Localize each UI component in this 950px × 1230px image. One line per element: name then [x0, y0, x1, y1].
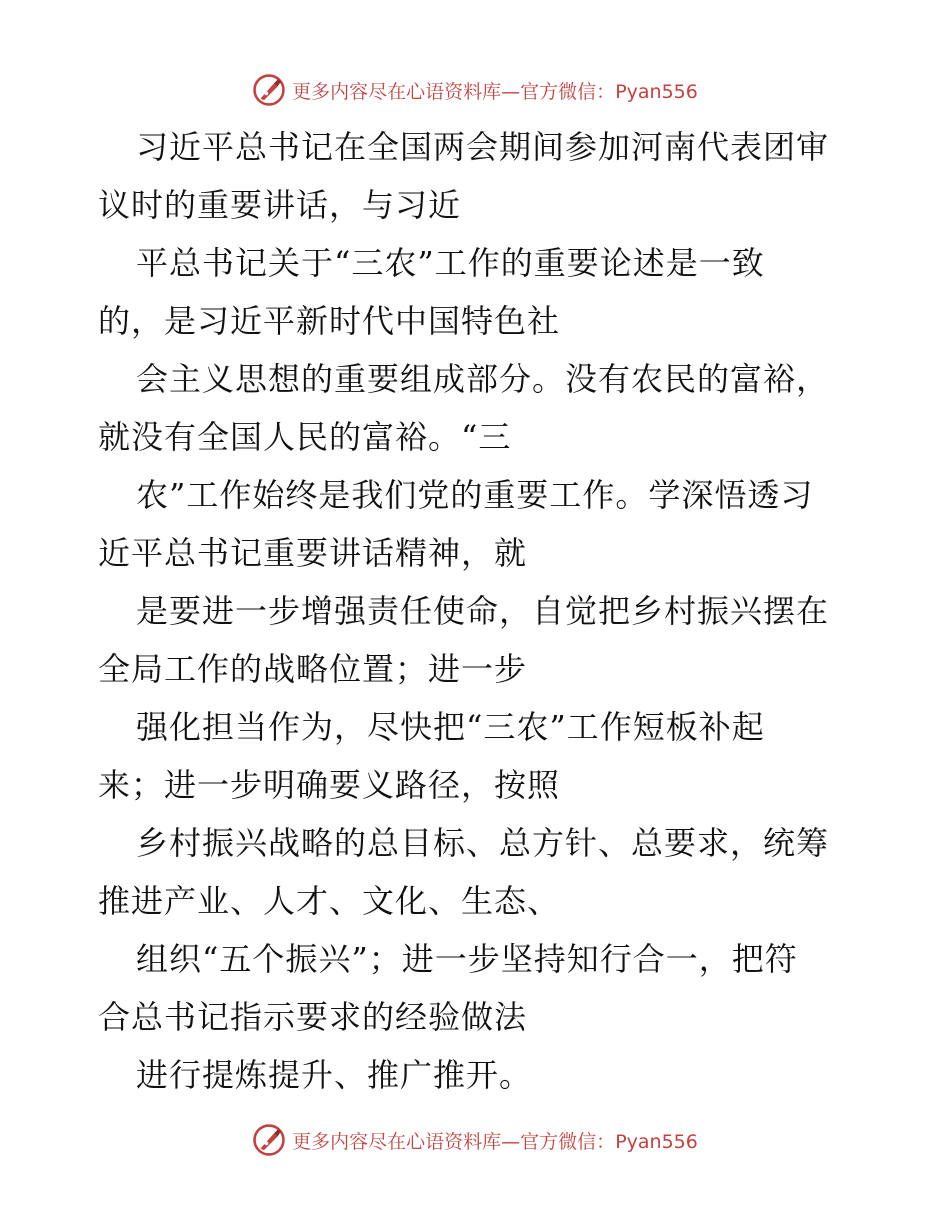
- paragraph: [98, 350, 858, 466]
- paragraph-line-indented: 进行提炼提升、推广推开。: [136, 1056, 533, 1094]
- footer-site-text: 更多内容尽在心语资料库: [292, 1130, 502, 1153]
- paragraph-line-indented: 强化担当作为，尽快把“三农”工作短板补起: [136, 708, 765, 746]
- footer-wechat-id: Pyan556: [615, 1130, 698, 1153]
- header-wechat-label: 官方微信：: [520, 80, 616, 103]
- footer-brand: [252, 1123, 698, 1157]
- paragraph-line: 议时的重要讲话，与习近: [98, 186, 462, 224]
- paragraph-line: 就没有全国人民的富裕。“三: [98, 418, 512, 456]
- header-separator: —: [501, 80, 521, 103]
- header-brand-text: [292, 77, 698, 104]
- paragraph: [98, 118, 858, 234]
- quill-pen-logo-icon: [252, 73, 286, 107]
- paragraph-line: 近平总书记重要讲话精神，就: [98, 534, 528, 572]
- paragraph: [98, 698, 858, 814]
- page-header-watermark: [0, 70, 950, 110]
- paragraph: [98, 466, 858, 582]
- quill-pen-logo-icon: [252, 1123, 286, 1157]
- paragraph-line: 推进产业、人才、文化、生态、: [98, 882, 561, 920]
- paragraph: [98, 814, 858, 930]
- paragraph-line-indented: 组织“五个振兴”；进一步坚持知行合一，把符: [136, 940, 798, 978]
- paragraph-line-indented: 习近平总书记在全国两会期间参加河南代表团审: [136, 128, 830, 166]
- footer-separator: —: [501, 1130, 521, 1153]
- paragraph-line: 全局工作的战略位置；进一步: [98, 650, 528, 688]
- paragraph-line-indented: 乡村振兴战略的总目标、总方针、总要求，统筹: [136, 824, 830, 862]
- footer-brand-text: [292, 1127, 698, 1154]
- paragraph-line: 来；进一步明确要义路径，按照: [98, 766, 561, 804]
- header-brand: [252, 73, 698, 107]
- header-site-text: 更多内容尽在心语资料库: [292, 80, 502, 103]
- header-wechat-id: Pyan556: [615, 80, 698, 103]
- document-body: [98, 118, 858, 1104]
- paragraph: [98, 582, 858, 698]
- paragraph-line-indented: 农”工作始终是我们党的重要工作。学深悟透习: [136, 476, 814, 514]
- paragraph-line-indented: 会主义思想的重要组成部分。没有农民的富裕，: [136, 360, 830, 398]
- paragraph: [98, 234, 858, 350]
- paragraph-line-indented: 是要进一步增强责任使命，自觉把乡村振兴摆在: [136, 592, 830, 630]
- paragraph-line-indented: 平总书记关于“三农”工作的重要论述是一致: [136, 244, 765, 282]
- paragraph: [98, 1046, 858, 1104]
- footer-wechat-label: 官方微信：: [520, 1130, 616, 1153]
- paragraph: [98, 930, 858, 1046]
- page-footer-watermark: [0, 1120, 950, 1160]
- paragraph-line: 的，是习近平新时代中国特色社: [98, 302, 561, 340]
- paragraph-line: 合总书记指示要求的经验做法: [98, 998, 528, 1036]
